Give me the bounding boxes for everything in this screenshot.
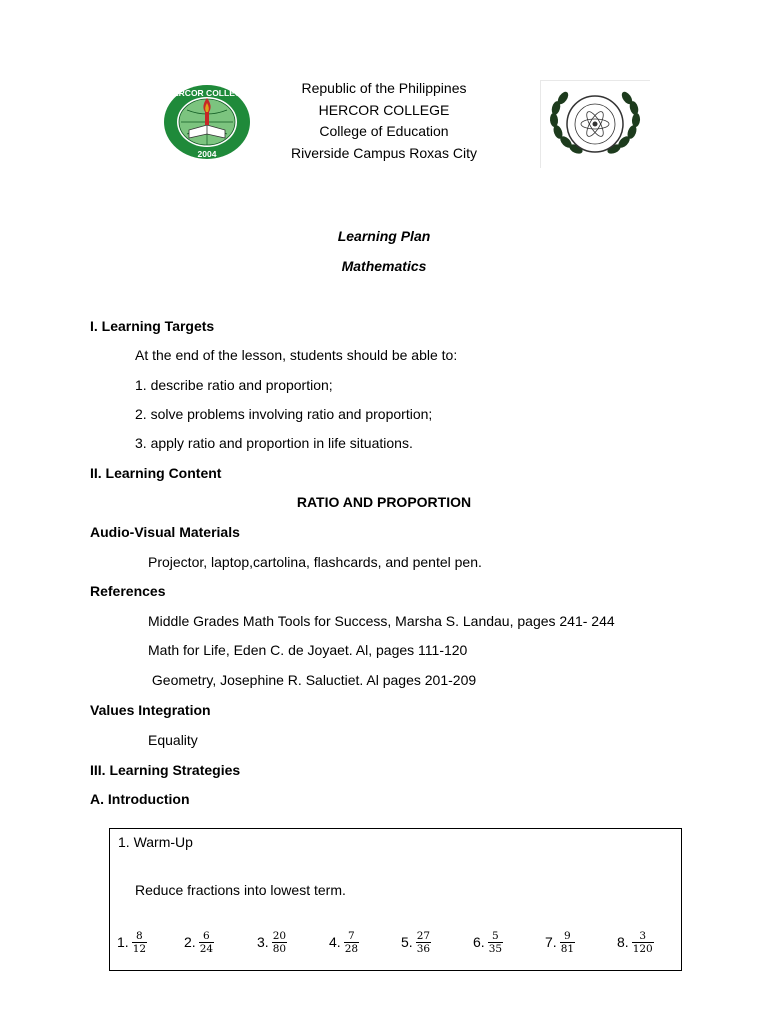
learning-target-item: 1. describe ratio and proportion; [135, 377, 333, 393]
fraction-numerator: 9 [564, 929, 571, 942]
warmup-title: 1. Warm-Up [118, 834, 193, 850]
hercor-college-seal-icon [163, 84, 251, 160]
learning-targets-intro: At the end of the lesson, students should be able to: [135, 347, 458, 363]
fraction-item: 8. $\frac{3}{120}$ [617, 929, 653, 955]
fraction-item: 6. $\frac{5}{35}$ [473, 929, 503, 955]
learning-strategies-heading: III. Learning Strategies [90, 762, 241, 778]
plan-title: Learning Plan [337, 228, 431, 244]
college-of-education-seal-icon [540, 80, 650, 168]
av-materials-text: Projector, laptop,cartolina, flashcards, and pentel pen. [148, 554, 482, 570]
warmup-instruction: Reduce fractions into lowest term. [135, 882, 346, 898]
reference-item: Geometry, Josephine R. Saluctiet. Al pages 201-209 [148, 672, 477, 688]
learning-target-item: 3. apply ratio and proportion in life situations. [135, 435, 413, 451]
fraction-item: 3. $\frac{20}{80}$ [257, 929, 287, 955]
fraction-item: 5. $\frac{27}{36}$ [401, 929, 431, 955]
seal-ring-text: HERCOR COLLEGE [166, 88, 248, 98]
fraction-numerator: 6 [203, 929, 210, 942]
fraction-denominator: 81 [560, 942, 575, 955]
fraction-denominator: 12 [132, 942, 147, 955]
fraction-item: 1. $\frac{8}{12}$ [117, 929, 147, 955]
fraction-denominator: 35 [488, 942, 503, 955]
av-materials-heading: Audio-Visual Materials [90, 524, 240, 540]
fraction-denominator: 120 [632, 942, 653, 955]
fraction-denominator: 28 [344, 942, 359, 955]
header-department: College of Education [319, 123, 449, 139]
fraction-numerator: 20 [272, 929, 287, 942]
reference-item: Math for Life, Eden C. de Joyaet. Al, pages 111-120 [148, 642, 468, 658]
learning-targets-heading: I. Learning Targets [90, 318, 215, 334]
fraction-list [0, 922, 768, 962]
fraction-item: 7. $\frac{9}{81}$ [545, 929, 575, 955]
header-republic: Republic of the Philippines [301, 80, 467, 96]
reference-item: Middle Grades Math Tools for Success, Marsha S. Landau, pages 241- 244 [148, 613, 615, 629]
fraction-numerator: 3 [639, 929, 647, 942]
values-heading: Values Integration [90, 702, 211, 718]
seal-year-text: 2004 [197, 149, 217, 159]
fraction-numerator: 5 [492, 929, 499, 942]
introduction-heading: A. Introduction [90, 791, 190, 807]
values-text: Equality [148, 732, 198, 748]
header-campus: Riverside Campus Roxas City [291, 144, 477, 161]
references-heading: References [90, 583, 166, 599]
school-header [270, 78, 498, 164]
header-college-name: HERCOR COLLEGE [318, 101, 450, 118]
fraction-numerator: 7 [348, 929, 355, 942]
learning-target-item: 2. solve problems involving ratio and proportion; [135, 406, 433, 422]
content-topic: RATIO AND PROPORTION [296, 494, 472, 510]
fraction-denominator: 24 [199, 942, 214, 955]
fraction-item: 4. $\frac{7}{28}$ [329, 929, 359, 955]
fraction-denominator: 36 [416, 942, 431, 955]
fraction-item: 2. $\frac{6}{24}$ [184, 929, 214, 955]
fraction-denominator: 80 [272, 942, 287, 955]
fraction-numerator: 27 [416, 929, 431, 942]
plan-subject: Mathematics [341, 258, 427, 274]
fraction-numerator: 8 [136, 929, 143, 942]
learning-content-heading: II. Learning Content [90, 465, 222, 481]
